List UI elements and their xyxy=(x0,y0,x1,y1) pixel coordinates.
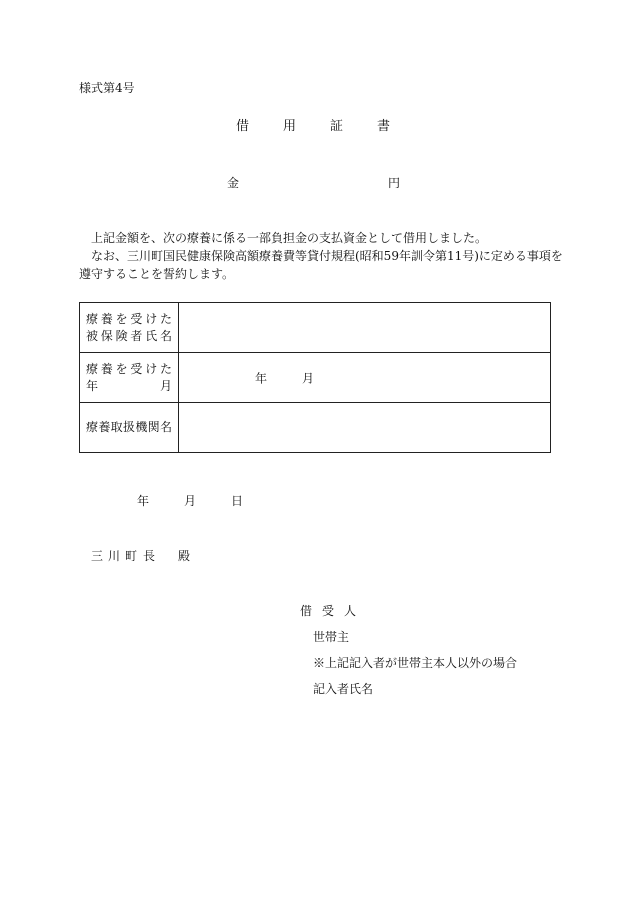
amount-suffix: 円 xyxy=(388,176,401,190)
treatment-month-label-cell xyxy=(80,353,179,403)
label-char: 養 xyxy=(98,420,111,434)
title-char: 証 xyxy=(330,119,344,134)
label-char: 険 xyxy=(115,328,128,343)
institution-name-field[interactable] xyxy=(179,403,551,453)
month-unit: 月 xyxy=(302,371,315,385)
addressee-char: 三 xyxy=(91,549,104,563)
label-char: 名 xyxy=(159,420,172,434)
table-row xyxy=(80,303,551,353)
label-char: 養 xyxy=(100,361,113,376)
borrower-title-char: 受 xyxy=(322,604,335,618)
addressee-char: 町 xyxy=(125,549,138,563)
label-char: 療 xyxy=(86,311,99,326)
form-number: 様式第4号 xyxy=(79,81,135,95)
label-char: け xyxy=(145,361,158,376)
label-char: 氏 xyxy=(145,328,158,343)
label-char: 扱 xyxy=(122,420,135,434)
date-year: 年 xyxy=(137,494,150,508)
label-char: 月 xyxy=(159,378,172,393)
label-char: 機 xyxy=(135,420,148,434)
institution-label-cell xyxy=(80,403,179,453)
borrower-title-char: 人 xyxy=(344,604,357,618)
year-unit: 年 xyxy=(255,371,268,385)
patient-name-label-cell xyxy=(80,303,179,353)
label-char: を xyxy=(115,361,128,376)
label-char: 療 xyxy=(86,420,99,434)
label-char: た xyxy=(159,361,172,376)
table-row xyxy=(80,403,551,453)
label-char: 関 xyxy=(147,420,160,434)
label-char: 取 xyxy=(110,420,123,434)
label-char: 年 xyxy=(86,378,99,393)
treatment-month-field[interactable] xyxy=(179,353,551,403)
date-day: 日 xyxy=(231,494,244,508)
patient-name-field[interactable] xyxy=(179,303,551,353)
label-char: 受 xyxy=(130,311,143,326)
label-char: 療 xyxy=(86,361,99,376)
body-line: 遵守することを誓約します。 xyxy=(79,267,235,281)
title-char: 書 xyxy=(377,119,391,134)
body-line: 上記金額を、次の療養に係る一部負担金の支払資金として借用しました。 xyxy=(91,231,488,245)
table-row xyxy=(80,353,551,403)
label-char: た xyxy=(159,311,172,326)
label-char: 保 xyxy=(100,328,113,343)
addressee-char: 殿 xyxy=(178,549,191,563)
amount-prefix: 金 xyxy=(227,176,240,190)
title-char: 用 xyxy=(283,119,297,134)
label-char: 者 xyxy=(130,328,143,343)
date-month: 月 xyxy=(184,494,197,508)
borrower-title-char: 借 xyxy=(300,604,313,618)
label-char: 受 xyxy=(130,361,143,376)
addressee-char: 川 xyxy=(108,549,121,563)
label-char: 名 xyxy=(159,328,172,343)
label-char: 養 xyxy=(100,311,113,326)
writer-name-label: 記入者氏名 xyxy=(313,682,374,696)
label-char: 被 xyxy=(86,328,99,343)
body-line: なお、三川町国民健康保険高額療養費等貸付規程(昭和59年訓令第11号)に定める事項を xyxy=(91,249,563,263)
info-table xyxy=(79,302,551,453)
household-head-label: 世帯主 xyxy=(313,630,350,644)
proxy-note: ※上記記入者が世帯主本人以外の場合 xyxy=(313,656,518,670)
label-char: け xyxy=(145,311,158,326)
title-char: 借 xyxy=(236,119,250,134)
label-char: を xyxy=(115,311,128,326)
addressee-char: 長 xyxy=(143,549,156,563)
